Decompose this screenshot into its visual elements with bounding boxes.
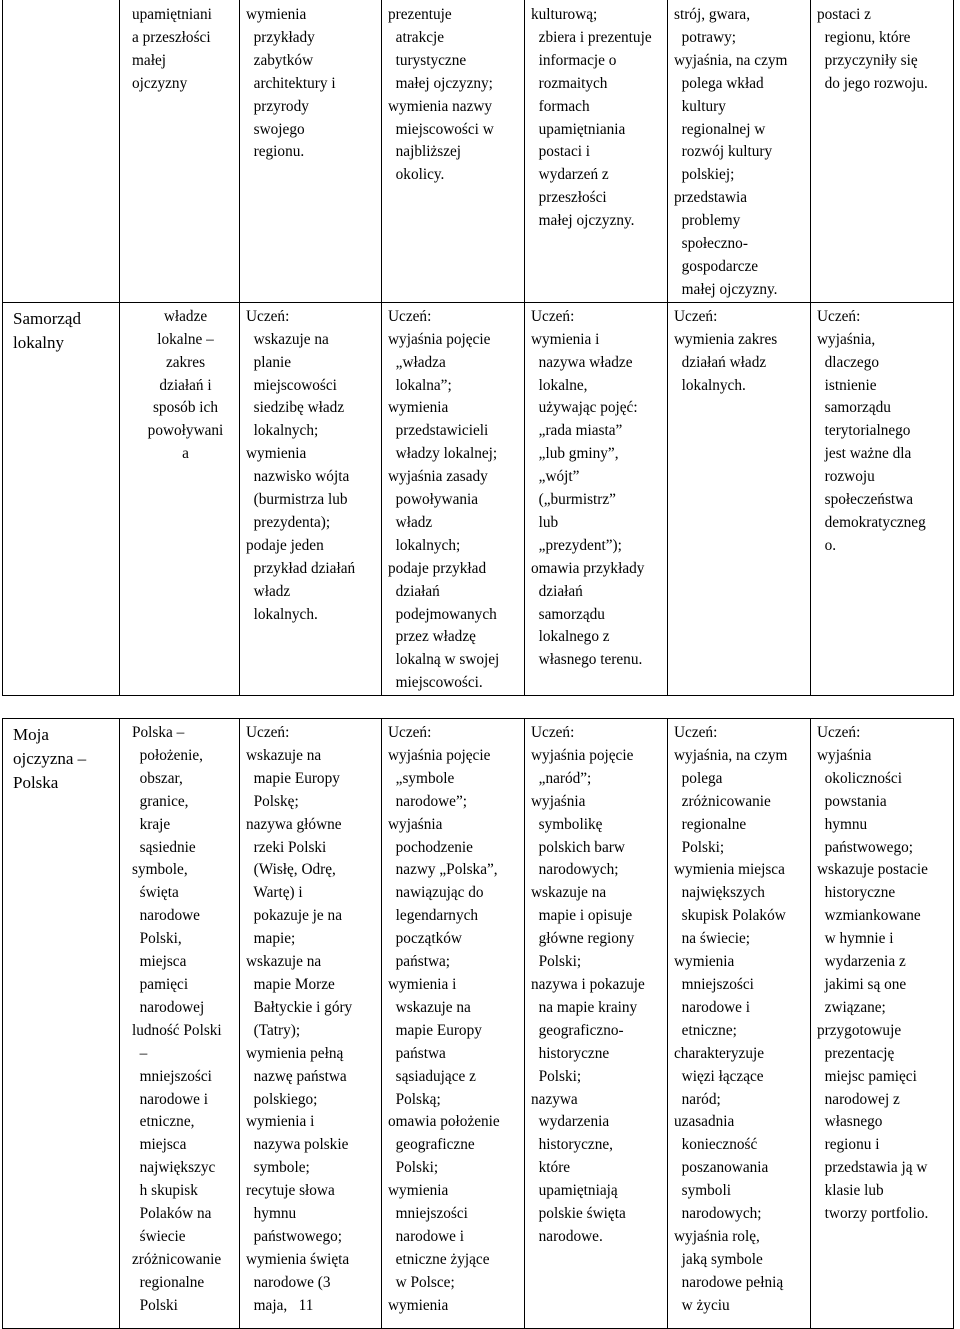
requirement-cell-level-1: Uczeń: wskazuje na mapie Europy Polskę; nazywa główne rzeki Polski (Wisłę, Odrę, Wartę) i pokazuje je na mapie; wskazuje na mapie Morze Bałtyckie i góry (Tatry); wymienia pełną nazwę państwa polskiego; wymienia i nazywa polskie symbole; recytuje słowa hymnu państwowego; wymienia święta narodowe (3 maja, 11: [240, 719, 382, 1329]
topic-cell: Samorząd lokalny: [3, 302, 120, 695]
requirement-cell-level-5: Uczeń: wyjaśnia, dlaczego istnienie samorządu terytorialnego jest ważne dla rozwoju społeczeństwa demokratyczneg o.: [811, 302, 954, 695]
requirement-cell-level-3: kulturową; zbiera i prezentuje informacje o rozmaitych formach upamiętniania postaci i wydarzeń z przeszłości małej ojczyzny.: [525, 0, 668, 302]
requirement-cell-level-5: postaci z regionu, które przyczyniły się do jego rozwoju.: [811, 0, 954, 302]
requirement-cell-level-5: Uczeń: wyjaśnia okoliczności powstania hymnu państwowego; wskazuje postacie historyczne wzmiankowane w hymnie i wydarzenia z jakimi są one związane; przygotowuje prezentację miejsc pamięci narodowej z własnego regionu i przedstawia ją w klasie lub tworzy portfolio.: [811, 719, 954, 1329]
curriculum-table-top: [2, 0, 954, 696]
content-cell: upamiętniani a przeszłości małej ojczyzny: [120, 0, 240, 302]
requirement-cell-level-2: prezentuje atrakcje turystyczne małej ojczyzny; wymienia nazwy miejscowości w najbliższej okolicy.: [382, 0, 525, 302]
content-cell: Polska – położenie, obszar, granice, kraje sąsiednie symbole, święta narodowe Polski, miejsca pamięci narodowej ludność Polski – mniejszości narodowe i etniczne, miejsca największyc h skupisk Polaków na świecie zróżnicowanie regionalne Polski: [120, 719, 240, 1329]
requirement-cell-level-1: wymienia przykłady zabytków architektury i przyrody swojego regionu.: [240, 0, 382, 302]
table-row: [3, 0, 954, 302]
requirement-cell-level-4: Uczeń: wymienia zakres działań władz lokalnych.: [668, 302, 811, 695]
requirement-cell-level-3: Uczeń: wyjaśnia pojęcie „naród”; wyjaśnia symbolikę polskich barw narodowych; wskazuje na mapie i opisuje główne regiony Polski; nazywa i pokazuje na mapie krainy geograficzno- historyczne Polski; nazywa wydarzenia historyczne, które upamiętniają polskie święta narodowe.: [525, 719, 668, 1329]
topic-cell: Moja ojczyzna – Polska: [3, 719, 120, 1329]
table-row: [3, 719, 954, 1329]
curriculum-table-bottom: [2, 718, 954, 1329]
requirement-cell-level-1: Uczeń: wskazuje na planie miejscowości siedzibę władz lokalnych; wymienia nazwisko wójta (burmistrza lub prezydenta); podaje jeden przykład działań władz lokalnych.: [240, 302, 382, 695]
requirement-cell-level-3: Uczeń: wymienia i nazywa władze lokalne, używając pojęć: „rada miasta” „lub gminy”, „wójt” („burmistrz” lub „prezydent”); omawia przykłady działań samorządu lokalnego z własnego terenu.: [525, 302, 668, 695]
content-cell: władze lokalne – zakres działań i sposób ich powoływani a: [120, 302, 240, 695]
requirement-cell-level-4: strój, gwara, potrawy; wyjaśnia, na czym polega wkład kultury regionalnej w rozwój kultury polskiej; przedstawia problemy społeczno- gospodarcze małej ojczyzny.: [668, 0, 811, 302]
requirement-cell-level-4: Uczeń: wyjaśnia, na czym polega zróżnicowanie regionalne Polski; wymienia miejsca największych skupisk Polaków na świecie; wymienia mniejszości narodowe i etniczne; charakteryzuje więzi łączące naród; uzasadnia konieczność poszanowania symboli narodowych; wyjaśnia rolę, jaką symbole narodowe pełnią w życiu: [668, 719, 811, 1329]
table-row: [3, 302, 954, 695]
requirement-cell-level-2: Uczeń: wyjaśnia pojęcie „symbole narodowe”; wyjaśnia pochodzenie nazwy „Polska”, nawiązując do legendarnych początków państwa; wymienia i wskazuje na mapie Europy państwa sąsiadujące z Polską; omawia położenie geograficzne Polski; wymienia mniejszości narodowe i etniczne żyjące w Polsce; wymienia: [382, 719, 525, 1329]
topic-cell: [3, 0, 120, 302]
requirement-cell-level-2: Uczeń: wyjaśnia pojęcie „władza lokalna”; wymienia przedstawicieli władzy lokalnej; wyjaśnia zasady powoływania władz lokalnych; podaje przykład działań podejmowanych przez władzę lokalną w swojej miejscowości.: [382, 302, 525, 695]
